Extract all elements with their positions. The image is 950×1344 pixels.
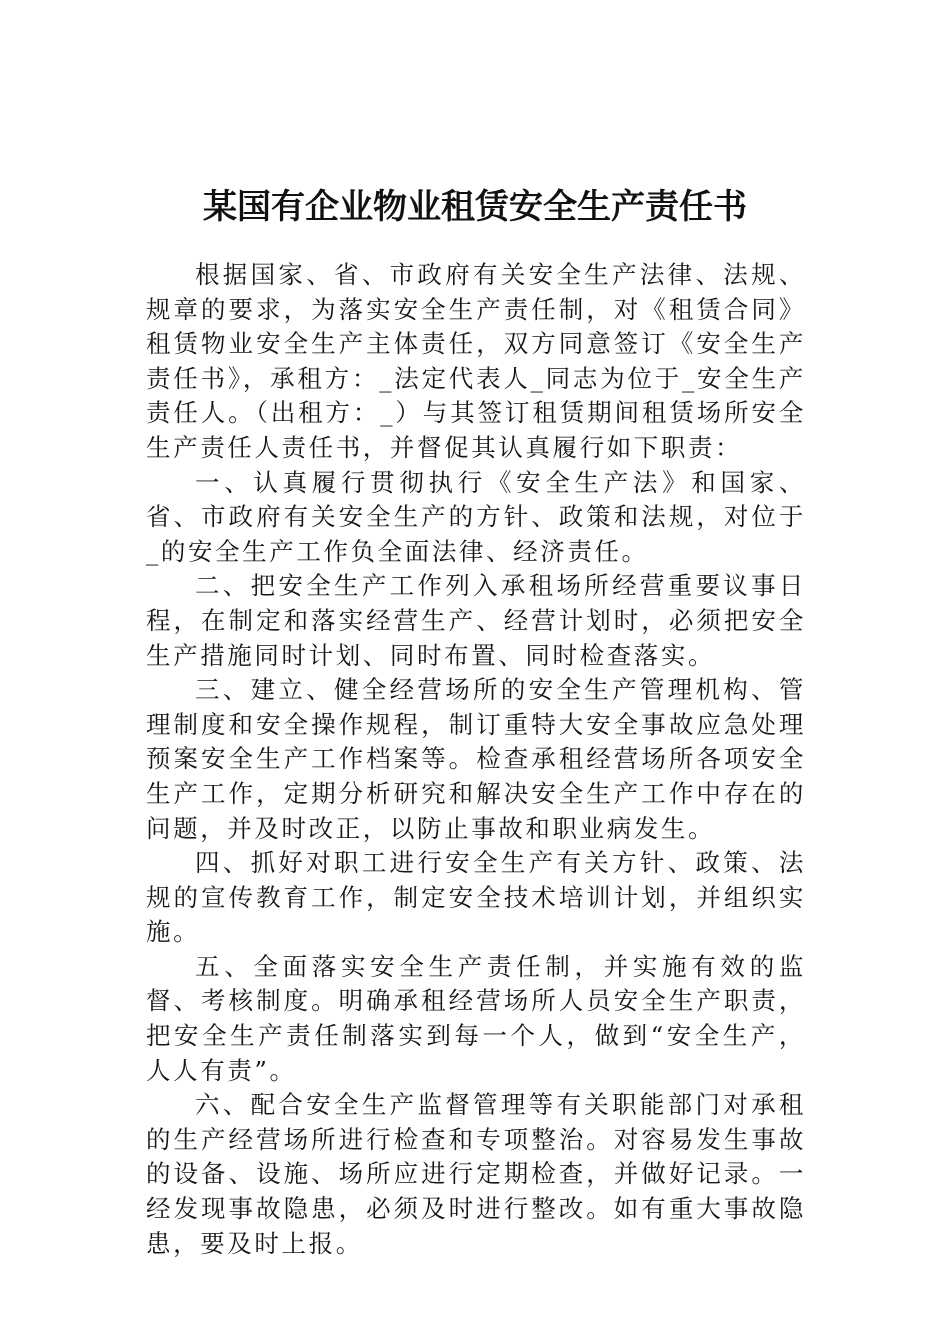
paragraph-item-6: 六、配合安全生产监督管理等有关职能部门对承租的生产经营场所进行检查和专项整治。对容易发生事故的设备、设施、场所应进行定期检查，并做好记录。一经发现事故隐患，必须及时进行整改。如有重大事故隐患，要及时上报。 <box>146 1090 806 1258</box>
document-body <box>146 258 806 1261</box>
paragraph-item-5: 五、全面落实安全生产责任制，并实施有效的监督、考核制度。明确承租经营场所人员安全生产职责，把安全生产责任制落实到每一个人，做到“安全生产，人人有责”。 <box>146 951 806 1085</box>
paragraph-intro: 根据国家、省、市政府有关安全生产法律、法规、规章的要求，为落实安全生产责任制，对《租赁合同》租赁物业安全生产主体责任，双方同意签订《安全生产责任书》，承租方：_法定代表人_同志为位于_安全生产责任人。（出租方：_）与其签订租赁期间租赁场所安全生产责任人责任书，并督促其认真履行如下职责： <box>146 260 806 462</box>
document-title: 某国有企业物业租赁安全生产责任书 <box>203 186 747 227</box>
paragraph-item-3: 三、建立、健全经营场所的安全生产管理机构、管理制度和安全操作规程，制订重特大安全事故应急处理预案安全生产工作档案等。检查承租经营场所各项安全生产工作，定期分析研究和解决安全生产工作中存在的问题，并及时改正，以防止事故和职业病发生。 <box>146 675 806 843</box>
paragraph-item-2: 二、把安全生产工作列入承租场所经营重要议事日程，在制定和落实经营生产、经营计划时，必须把安全生产措施同时计划、同时布置、同时检查落实。 <box>146 571 806 670</box>
paragraph-item-4: 四、抓好对职工进行安全生产有关方针、政策、法规的宣传教育工作，制定安全技术培训计划，并组织实施。 <box>146 848 806 947</box>
paragraph-item-1: 一、认真履行贯彻执行《安全生产法》和国家、省、市政府有关安全生产的方针、政策和法规，对位于_的安全生产工作负全面法律、经济责任。 <box>146 467 806 566</box>
